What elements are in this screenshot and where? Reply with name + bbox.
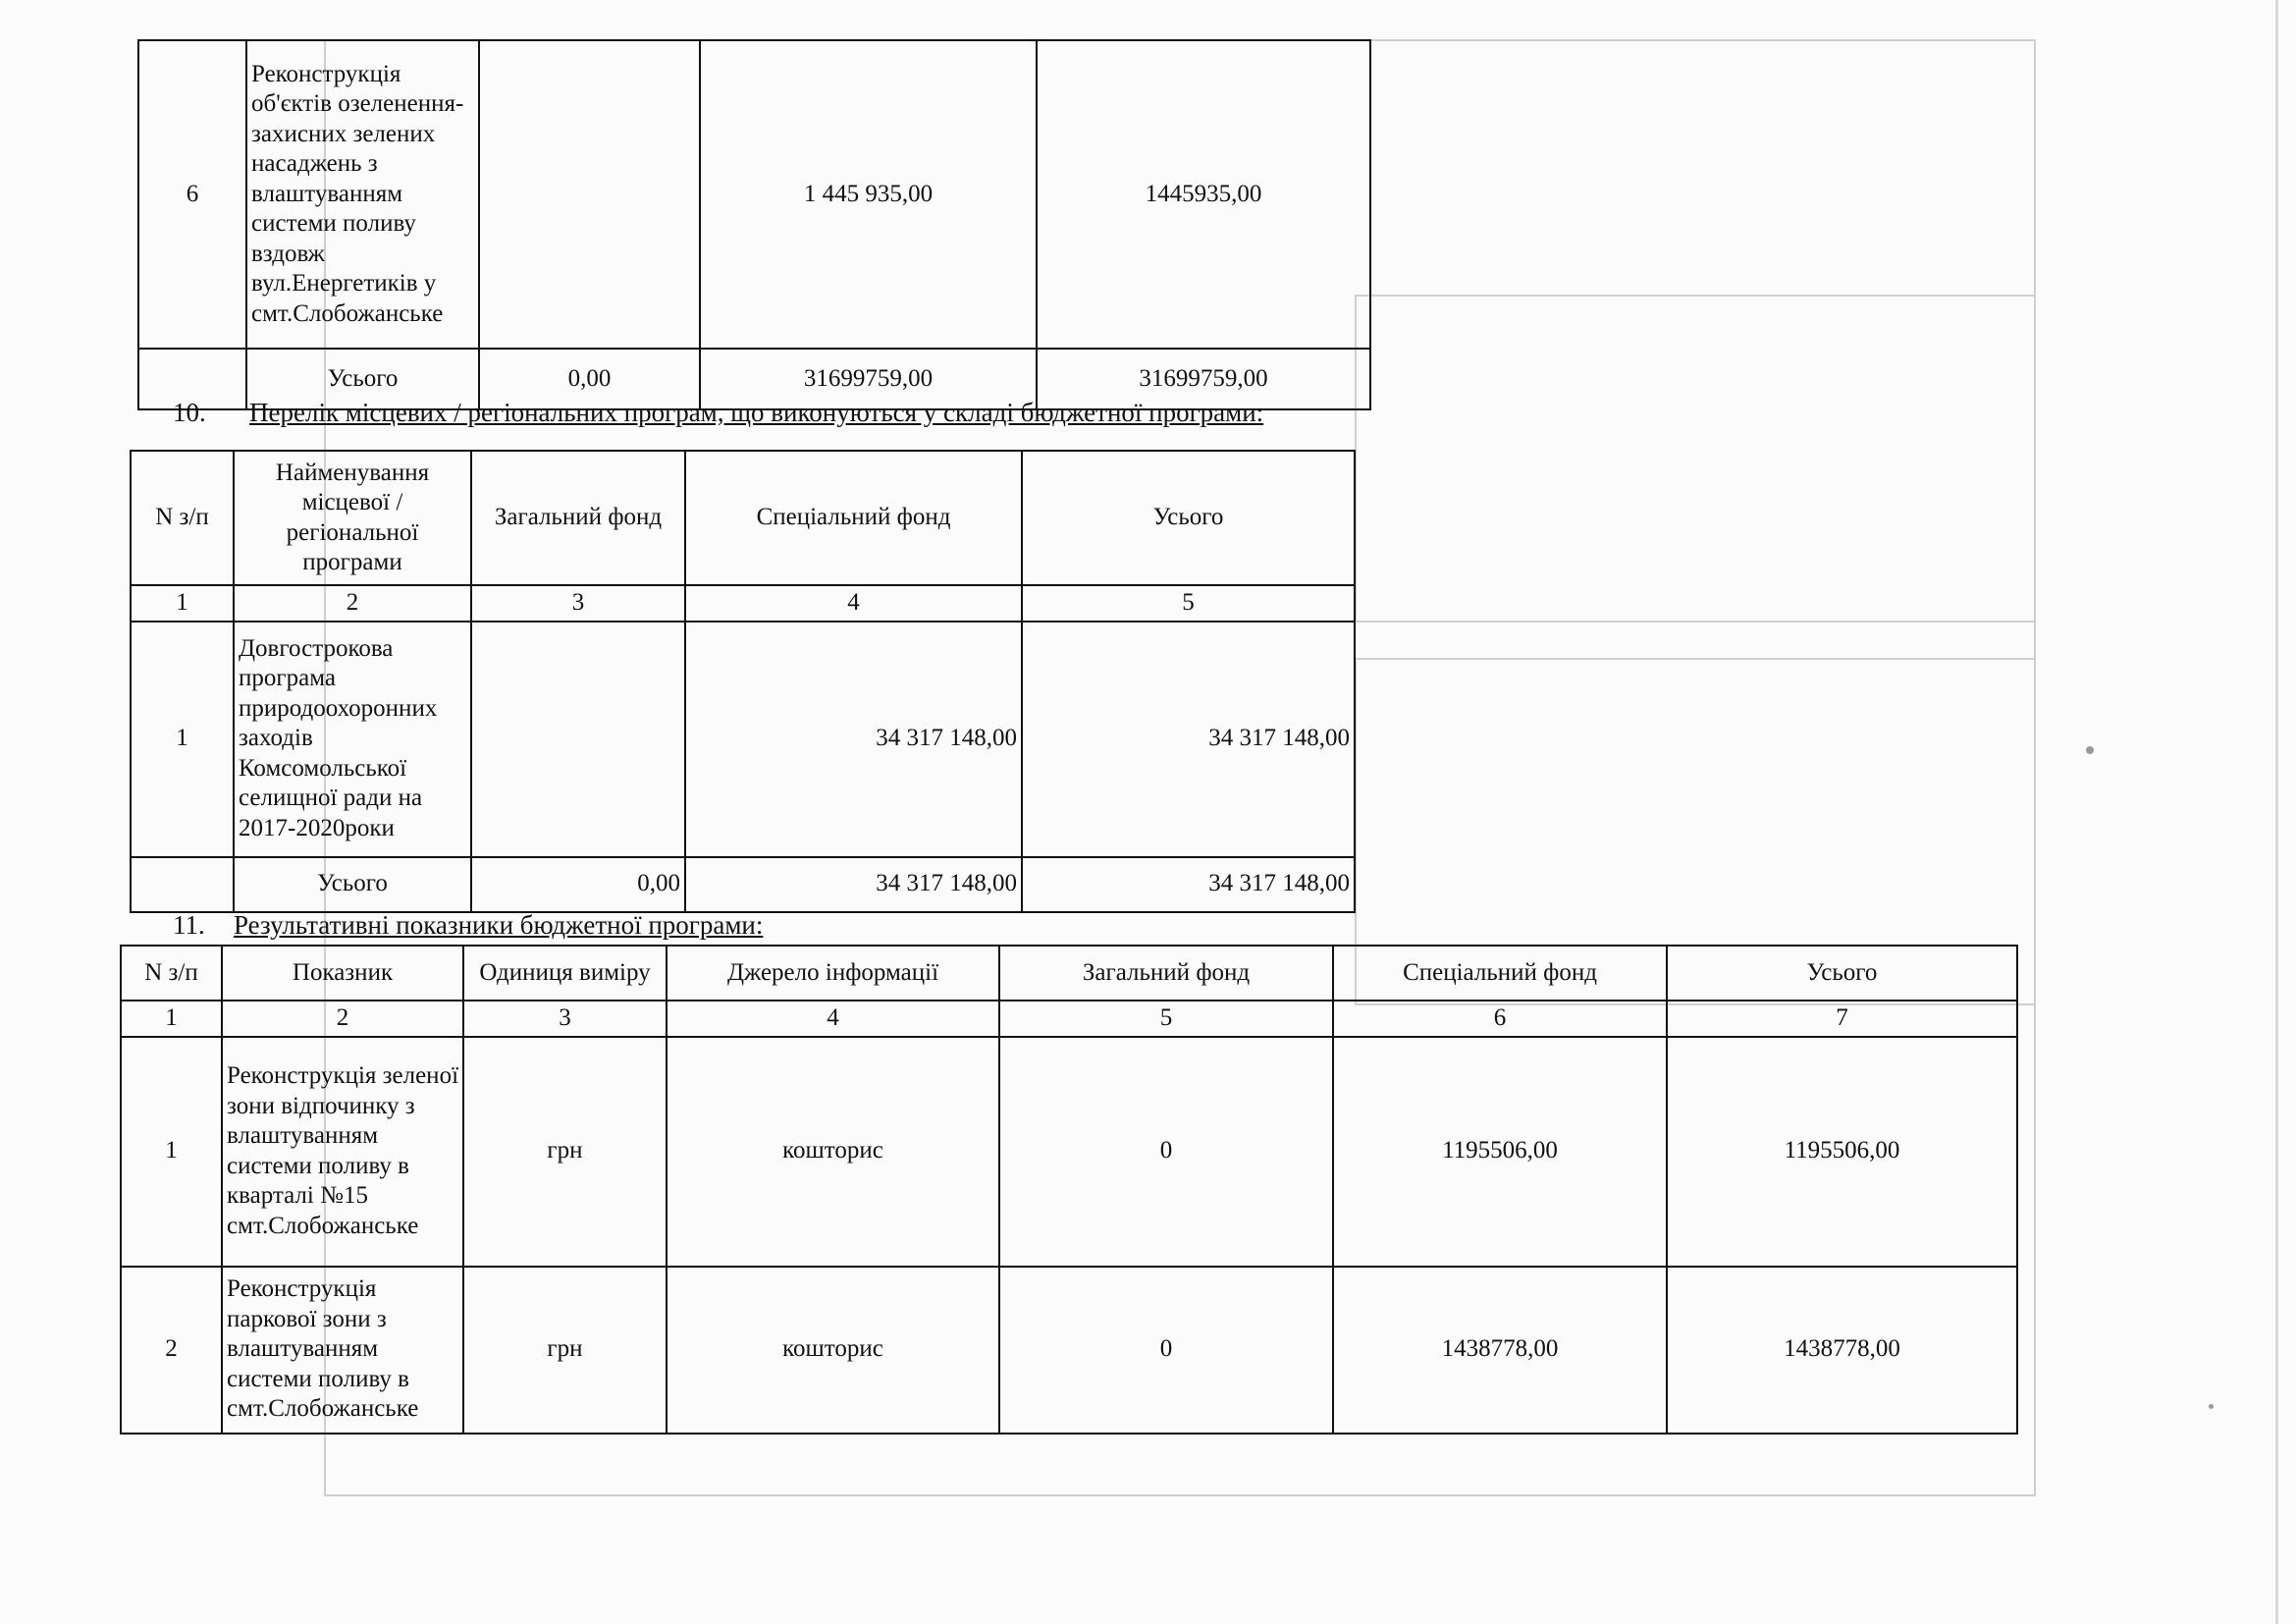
col-number: 3 — [463, 1001, 667, 1037]
totals-total: 31699759,00 — [1037, 349, 1370, 409]
source-value: кошторис — [667, 1267, 999, 1434]
header-num: N з/п — [121, 946, 222, 1001]
indicator-name: Реконструкція зеленої зони відпочинку з влаштуванням системи поливу в кварталі №15 смт.Слобожанське — [222, 1037, 463, 1267]
header-general-fund: Загальний фонд — [471, 451, 685, 585]
totals-special: 34 317 148,00 — [685, 857, 1022, 912]
general-fund-value: 0 — [999, 1037, 1333, 1267]
unit-value: грн — [463, 1267, 667, 1434]
table-header-row — [121, 946, 2017, 1001]
page-edge — [2275, 0, 2278, 1624]
header-unit: Одиниця виміру — [463, 946, 667, 1001]
total-value: 1438778,00 — [1667, 1267, 2017, 1434]
col-number: 4 — [685, 585, 1022, 622]
performance-indicators-table — [120, 945, 2018, 1435]
costs-table-continuation — [137, 39, 1371, 410]
header-program-name: Найменування місцевої / регіональної програми — [234, 451, 471, 585]
scan-speck — [2209, 1404, 2214, 1409]
general-fund-value — [479, 40, 700, 349]
col-number: 1 — [121, 1001, 222, 1037]
totals-row — [131, 857, 1355, 912]
totals-label: Усього — [246, 349, 479, 409]
header-source: Джерело інформації — [667, 946, 999, 1001]
col-number: 3 — [471, 585, 685, 622]
column-numbers-row — [131, 585, 1355, 622]
section-title: Результативні показники бюджетної програми: — [234, 910, 764, 940]
section-number: 11. — [173, 910, 205, 940]
total-value: 1195506,00 — [1667, 1037, 2017, 1267]
total-value: 34 317 148,00 — [1022, 622, 1355, 857]
totals-label: Усього — [234, 857, 471, 912]
general-fund-value — [471, 622, 685, 857]
special-fund-value: 1 445 935,00 — [700, 40, 1037, 349]
totals-total: 34 317 148,00 — [1022, 857, 1355, 912]
header-special-fund: Спеціальний фонд — [685, 451, 1022, 585]
special-fund-value: 1195506,00 — [1333, 1037, 1667, 1267]
section-10-heading — [173, 398, 1449, 437]
program-name: Реконструкція об'єктів озеленення-захисних зелених насаджень з влаштуванням системи поливу вздовж вул.Енергетиків у смт.Слобожанське — [246, 40, 479, 349]
header-general-fund: Загальний фонд — [999, 946, 1333, 1001]
header-indicator: Показник — [222, 946, 463, 1001]
header-num: N з/п — [131, 451, 234, 585]
source-value: кошторис — [667, 1037, 999, 1267]
row-number: 6 — [138, 40, 246, 349]
col-number: 6 — [1333, 1001, 1667, 1037]
totals-special: 31699759,00 — [700, 349, 1037, 409]
indicator-name: Реконструкція паркової зони з влаштуванням системи поливу в смт.Слобожанське — [222, 1267, 463, 1434]
col-number: 2 — [234, 585, 471, 622]
table-header-row — [131, 451, 1355, 585]
row-number: 1 — [121, 1037, 222, 1267]
col-number: 4 — [667, 1001, 999, 1037]
column-numbers-row — [121, 1001, 2017, 1037]
section-title: Перелік місцевих / регіональних програм, що виконуються у складі бюджетної програми: — [249, 398, 1264, 427]
col-number: 1 — [131, 585, 234, 622]
col-number: 7 — [1667, 1001, 2017, 1037]
col-number: 2 — [222, 1001, 463, 1037]
table-row — [121, 1037, 2017, 1267]
table-row — [121, 1267, 2017, 1434]
unit-value: грн — [463, 1037, 667, 1267]
section-11-heading — [173, 910, 1154, 949]
totals-general: 0,00 — [471, 857, 685, 912]
local-programs-table — [130, 450, 1356, 913]
col-number: 5 — [1022, 585, 1355, 622]
table-row — [138, 40, 1370, 349]
header-special-fund: Спеціальний фонд — [1333, 946, 1667, 1001]
header-total: Усього — [1022, 451, 1355, 585]
col-number: 5 — [999, 1001, 1333, 1037]
empty-cell — [131, 857, 234, 912]
bleed-through-table — [1355, 295, 2036, 623]
total-value: 1445935,00 — [1037, 40, 1370, 349]
section-number: 10. — [173, 398, 206, 427]
scan-speck — [2086, 746, 2094, 754]
row-number: 1 — [131, 622, 234, 857]
special-fund-value: 34 317 148,00 — [685, 622, 1022, 857]
special-fund-value: 1438778,00 — [1333, 1267, 1667, 1434]
totals-general: 0,00 — [479, 349, 700, 409]
header-total: Усього — [1667, 946, 2017, 1001]
general-fund-value: 0 — [999, 1267, 1333, 1434]
table-row — [131, 622, 1355, 857]
row-number: 2 — [121, 1267, 222, 1434]
program-name: Довгострокова програма природоохоронних заходів Комсомольської селищної ради на 2017-2020роки — [234, 622, 471, 857]
